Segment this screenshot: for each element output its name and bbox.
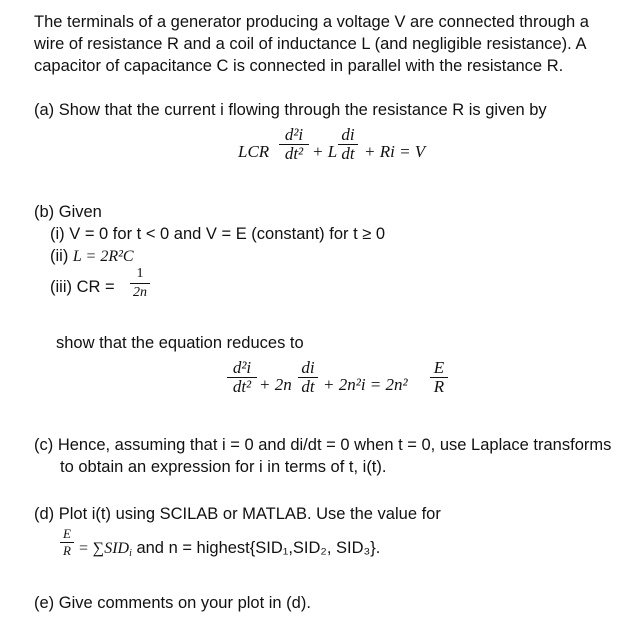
- eq-a-frac-1: [279, 127, 309, 162]
- eq-a-frac-1-den: dt²: [284, 144, 304, 163]
- eq-b-frac-1: [227, 360, 257, 395]
- part-b-cond-3: (iii) CR =: [50, 278, 115, 296]
- cond-3-den: 2n: [133, 285, 147, 300]
- part-d-tail: and n = highest{SID₁,SID₂, SID₃}.: [131, 539, 381, 557]
- eq-b-frac-2-num: di: [301, 358, 315, 377]
- part-d-sum: = $\sum SID_i$: [78, 540, 132, 559]
- part-d-line-1: (d) Plot i(t) using SCILAB or MATLAB. Use the value for: [34, 505, 441, 523]
- eq-b-frac-3-den: R: [433, 377, 445, 396]
- eq-b-frac-1-den: dt²: [232, 377, 252, 396]
- part-c-line-1: (c) Hence, assuming that i = 0 and di/dt = 0 when t = 0, use Laplace transforms: [34, 436, 612, 454]
- intro-line-2: wire of resistance R and a coil of inductance L (and negligible resistance). A: [34, 35, 587, 53]
- eq-b-frac-3-num: E: [433, 358, 445, 377]
- part-b-cond-1: (i) V = 0 for t < 0 and V = E (constant) for t ≥ 0: [50, 225, 386, 243]
- part-b-cond-3-frac: [130, 266, 150, 301]
- cond-3-num: 1: [136, 266, 144, 281]
- part-b-reduce-text: show that the equation reduces to: [56, 334, 304, 352]
- eq-b-mid: + 2n: [259, 375, 292, 394]
- part-e-text: (e) Give comments on your plot in (d).: [34, 594, 311, 612]
- part-a-text: (a) Show that the current i flowing through the resistance R is given by: [34, 101, 547, 119]
- intro-line-3: capacitor of capacitance C is connected in parallel with the resistance R.: [34, 57, 564, 75]
- eq-a-frac-1-num: d²i: [284, 125, 304, 144]
- eq-a-frac-2: [338, 127, 358, 162]
- part-b-cond-2-math: L = 2R²C: [72, 248, 134, 265]
- part-d-frac-num: E: [63, 526, 71, 541]
- eq-a-plus-l: + L: [312, 142, 338, 161]
- part-c-line-2: to obtain an expression for i in terms of t, i(t).: [60, 458, 387, 476]
- eq-a-frac-2-den: dt: [341, 144, 355, 163]
- eq-a-lcr: LCR: [238, 142, 270, 161]
- intro-line-1: The terminals of a generator producing a voltage V are connected through a: [34, 13, 589, 31]
- eq-b-frac-1-num: d²i: [232, 358, 252, 377]
- eq-b-frac-2: [298, 360, 318, 395]
- part-d-line-2: [78, 537, 380, 560]
- eq-b-rest: + 2n²i = 2n²: [323, 375, 408, 394]
- part-b-label: (b) Given: [34, 203, 102, 221]
- part-d-frac-den: R: [63, 543, 71, 558]
- eq-b-frac-2-den: dt: [301, 377, 315, 396]
- eq-b-frac-3: [430, 360, 448, 395]
- part-b-cond-2: (ii) L = 2R²C: [50, 247, 134, 265]
- eq-a-frac-2-num: di: [341, 125, 355, 144]
- part-d-frac: [60, 527, 74, 558]
- eq-a-rest: + Ri = V: [364, 142, 426, 161]
